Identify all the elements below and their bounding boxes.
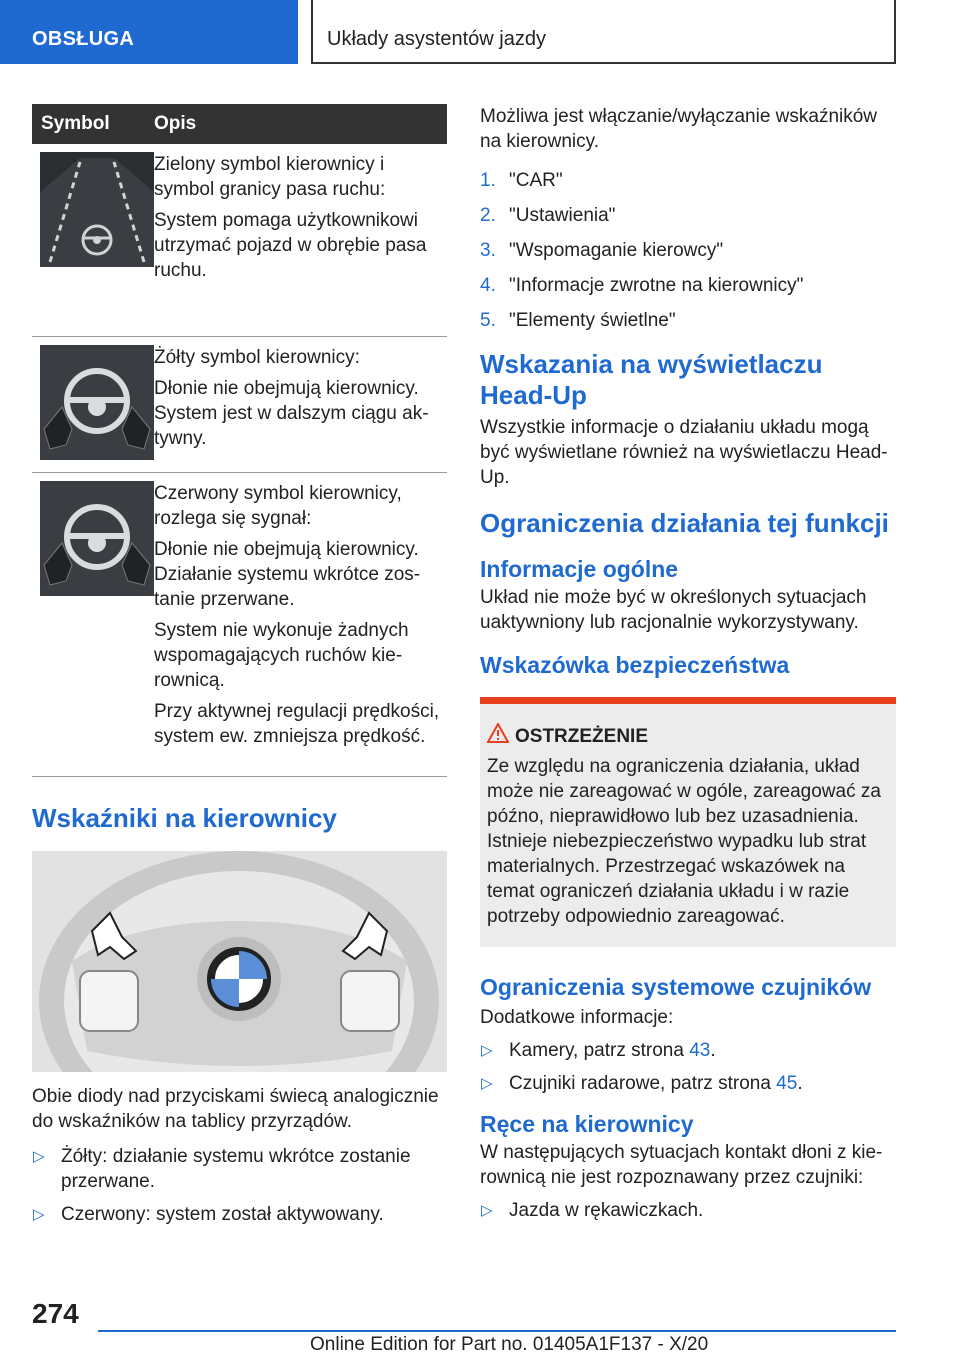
page-link-43[interactable]: 43 <box>689 1040 711 1061</box>
wskazniki-text: Obie diody nad przyciskami świecą analogicznie do wskaźników na tablicy przyrządów. <box>32 1085 439 1132</box>
row2-line2: Dłonie nie obejmują kierownicy. System jest w dalszym ciągu aktywny. <box>154 377 429 449</box>
list-item: 1. "CAR" <box>480 170 563 191</box>
heading-hands: Ręce na kierownicy <box>480 1111 694 1137</box>
triangle-bullet-icon: ▷ <box>33 1147 45 1165</box>
left-column <box>32 104 447 1235</box>
heading-limits: Ograniczenia działania tej funkcji <box>480 508 889 538</box>
col-header-symbol: Symbol <box>32 104 154 144</box>
yellow-steering-symbol-image <box>40 345 154 460</box>
section-title: OBSŁUGA <box>32 28 135 50</box>
chapter-tab <box>311 0 896 64</box>
list-item: 4. "Informacje zwrotne na kierownicy" <box>480 275 804 296</box>
list-item: ▷ Jazda w rękawiczkach. <box>481 1200 704 1221</box>
heading-sensors: Ograniczenia systemowe czujników <box>480 974 872 1000</box>
hud-text: Wszystkie informacje o działaniu układu mogą być wyświetlane również na wyświetlaczu Head-Up. <box>480 417 888 488</box>
row3-line2: Dłonie nie obejmują kierownicy. Działanie systemu wkrótce zostanie przerwane. <box>154 538 421 610</box>
heading-general: Informacje ogólne <box>480 556 679 582</box>
triangle-bullet-icon: ▷ <box>481 1075 493 1092</box>
intro-text: Możliwa jest włączanie/wyłączanie wskaźników na kierownicy. <box>480 106 878 152</box>
warning-box <box>480 697 896 947</box>
triangle-bullet-icon: ▷ <box>33 1205 45 1223</box>
symbol-table <box>32 104 447 777</box>
chapter-title: Układy asystentów jazdy <box>327 28 546 50</box>
wskazniki-list <box>32 1144 447 1227</box>
right-column <box>480 104 896 1231</box>
warning-header <box>487 726 888 748</box>
page-number: 274 <box>32 1298 79 1329</box>
triangle-bullet-icon: ▷ <box>481 1202 493 1219</box>
general-text: Układ nie może być w określonych sytuacjach uaktywniony lub racjonalnie wykorzystywany. <box>480 587 867 633</box>
steering-wheel-photo <box>32 851 447 1072</box>
triangle-bullet-icon: ▷ <box>481 1042 493 1059</box>
table-row <box>32 336 447 472</box>
heading-hud: Wskazania na wyświetlaczu Head-Up <box>480 349 823 410</box>
heading-safety: Wskazówka bezpieczeństwa <box>480 652 790 678</box>
row3-line1: Czerwony symbol kierownicy, rozlega się sygnał: <box>154 482 402 529</box>
red-steering-symbol-image <box>40 481 154 596</box>
list-item: ▷ Czerwony: system został aktywowany. <box>33 1203 384 1225</box>
warning-title: OSTRZEŻENIE <box>515 726 649 747</box>
list-item: 3. "Wspomaganie kierowcy" <box>480 240 724 261</box>
table-row <box>32 144 447 336</box>
list-item: ▷ Czujniki radarowe, patrz strona 45. <box>481 1073 803 1094</box>
row3-line4: Przy aktywnej regulacji prędkości, system ew. zmniejsza prędkość. <box>154 700 440 747</box>
table-row <box>32 472 447 776</box>
row2-line1: Żółty symbol kierownicy: <box>154 346 360 368</box>
sensor-list <box>480 1038 896 1096</box>
row3-line3: System nie wykonuje żadnych wspomagających ruchów kierownicą. <box>154 619 409 691</box>
warning-text: Ze względu na ograniczenia działania, układ może nie zareagować w ogóle, zareagować za późno, nieprawidłowo lub bez uzasadnienia. Istnieje niebezpieczeństwo wypadku lub strat materialnych. Przestrzegać wskazówek na temat ograniczeń działania układu i w razie potrzeby odpowiednio zareagować. <box>487 756 881 927</box>
hands-list <box>480 1198 896 1223</box>
list-item: ▷ Żółty: działanie systemu wkrótce zostanie przerwane. <box>33 1145 411 1192</box>
row1-line1: Zielony symbol kierownicy i symbol granicy pasa ruchu: <box>154 154 386 200</box>
col-header-desc: Opis <box>154 104 447 144</box>
list-item: ▷ Kamery, patrz strona 43. <box>481 1040 716 1061</box>
sensor-text: Dodatkowe informacje: <box>480 1007 674 1028</box>
edition-text: Online Edition for Part no. 01405A1F137 - X/20 <box>310 1334 709 1355</box>
section-tab <box>0 0 298 64</box>
warning-triangle-icon <box>487 723 509 743</box>
page-link-45[interactable]: 45 <box>776 1073 798 1094</box>
row1-line2: System pomaga użytkownikowi utrzymać pojazd w obrębie pasa ruchu. <box>154 210 427 281</box>
heading-wskazniki: Wskaźniki na kierownicy <box>32 802 337 833</box>
list-item: 2. "Ustawienia" <box>480 205 616 226</box>
steps-list <box>480 168 896 333</box>
hands-text: W następujących sytuacjach kontakt dłoni z kierownicą nie jest rozpoznawany przez czujniki: <box>480 1142 883 1188</box>
list-item: 5. "Elementy świetlne" <box>480 310 676 331</box>
footer-divider <box>98 1330 896 1332</box>
green-steering-symbol-image <box>40 152 154 267</box>
